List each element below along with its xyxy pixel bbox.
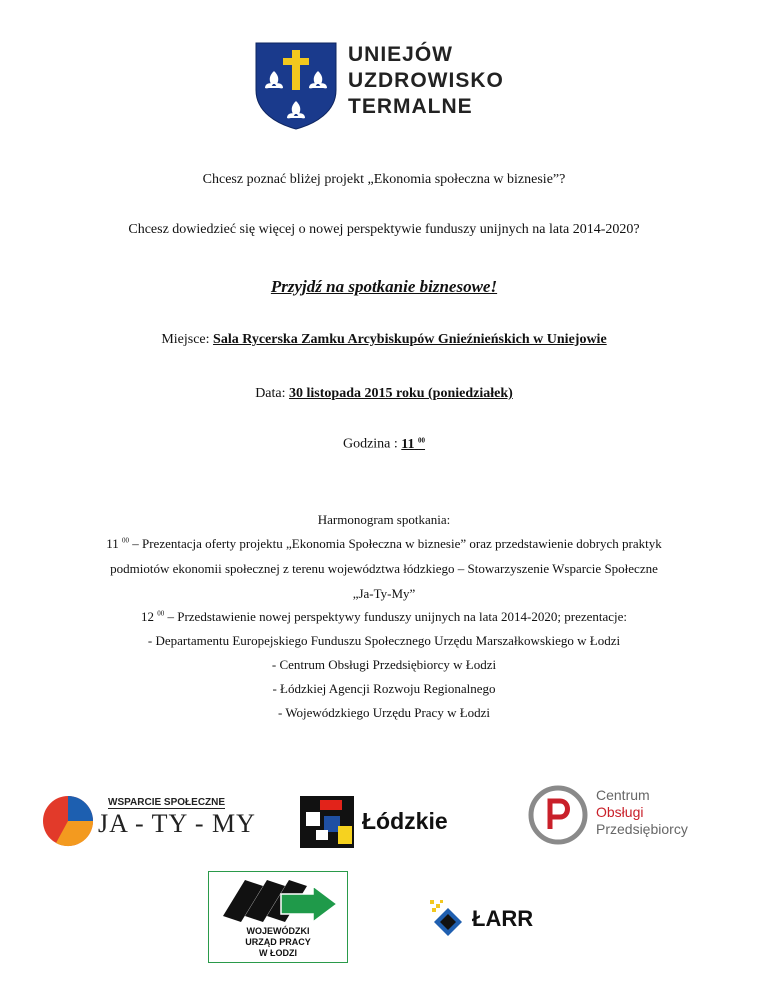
question-2: Chcesz dowiedzieć się więcej o nowej perspektywie funduszy unijnych na lata 2014-2020?	[128, 222, 640, 237]
larr-mark-icon	[428, 898, 468, 938]
larr-logo	[428, 898, 568, 940]
lodzkie-text: Łódzkie	[362, 808, 448, 834]
cop-line-2: Obsługi	[596, 804, 644, 820]
jatymy-circle-icon	[42, 795, 94, 847]
agenda-item-1	[0, 536, 768, 552]
agenda-sub-3: - Łódzkiej Agencji Rozwoju Regionalnego	[272, 681, 496, 696]
date-line	[0, 386, 768, 402]
agenda-title: Harmonogram spotkania:	[317, 512, 451, 527]
agenda-sub-2: - Centrum Obsługi Przedsiębiorcy w Łodzi	[271, 657, 497, 672]
agenda-item-1-org: „Ja-Ty-My”	[352, 586, 416, 601]
uniejow-logo	[255, 42, 515, 132]
jatymy-main-text: JA - TY - MY	[98, 809, 256, 838]
agenda-item-2-text: – Przedstawienie nowej perspektywy funduszy unijnych na lata 2014-2020; prezentacje:	[167, 609, 628, 624]
cop-line-1: Centrum	[596, 787, 650, 803]
time-minutes: 00	[418, 436, 426, 444]
wup-line-3: W ŁODZI	[259, 948, 297, 958]
larr-text: ŁARR	[472, 906, 534, 931]
agenda-item-2-hour: 12	[140, 609, 154, 624]
call-to-action: Przyjdź na spotkanie biznesowe!	[270, 277, 498, 296]
wup-mark-icon	[215, 876, 341, 926]
jatymy-logo	[42, 795, 256, 847]
wup-logo	[208, 871, 348, 963]
cop-line-3: Przedsiębiorcy	[596, 821, 688, 837]
place-line	[0, 332, 768, 348]
agenda-item-1-min: 00	[121, 536, 129, 545]
time-line	[0, 436, 768, 453]
place-value: Sala Rycerska Zamku Arcybiskupów Gnieźnieńskich w Uniejowie	[213, 332, 607, 347]
question-1: Chcesz poznać bliżej projekt „Ekonomia społeczna w biznesie”?	[202, 172, 566, 187]
agenda-item-2-min: 00	[157, 609, 165, 618]
logo-line-2: UZDROWISKO	[348, 69, 504, 92]
date-label: Data:	[255, 386, 286, 401]
cop-logo	[528, 785, 728, 847]
lodzkie-mark-icon	[300, 796, 354, 848]
time-hour: 11	[401, 436, 415, 452]
lodzkie-logo	[300, 796, 460, 848]
agenda-sub-4: - Wojewódzkiego Urzędu Pracy w Łodzi	[277, 705, 491, 720]
logo-line-3: TERMALNE	[348, 95, 473, 118]
wup-line-1: WOJEWÓDZKI	[246, 926, 310, 936]
date-value: 30 listopada 2015 roku (poniedziałek)	[289, 386, 513, 401]
place-label: Miejsce:	[161, 332, 210, 347]
agenda-item-1-hour: 11	[106, 536, 119, 551]
cop-mark-icon	[528, 785, 588, 845]
coat-of-arms-icon	[255, 42, 337, 130]
time-label: Godzina :	[342, 436, 398, 452]
agenda-sub-1: - Departamentu Europejskiego Funduszu Społecznego Urzędu Marszałkowskiego w Łodzi	[147, 633, 621, 648]
jatymy-top-text: WSPARCIE SPOŁECZNE	[108, 797, 226, 808]
logo-line-1: UNIEJÓW	[348, 43, 454, 66]
wup-line-2: URZĄD PRACY	[245, 937, 311, 947]
time-value	[401, 437, 425, 452]
agenda-item-2	[0, 609, 768, 625]
agenda-item-1-text: – Prezentacja oferty projektu „Ekonomia Społeczna w biznesie” oraz przedstawienie dobrych praktyk	[132, 536, 662, 551]
agenda-item-1-cont: podmiotów ekonomii społecznej z terenu województwa łódzkiego – Stowarzyszenie Wsparcie Społeczne	[110, 561, 658, 576]
